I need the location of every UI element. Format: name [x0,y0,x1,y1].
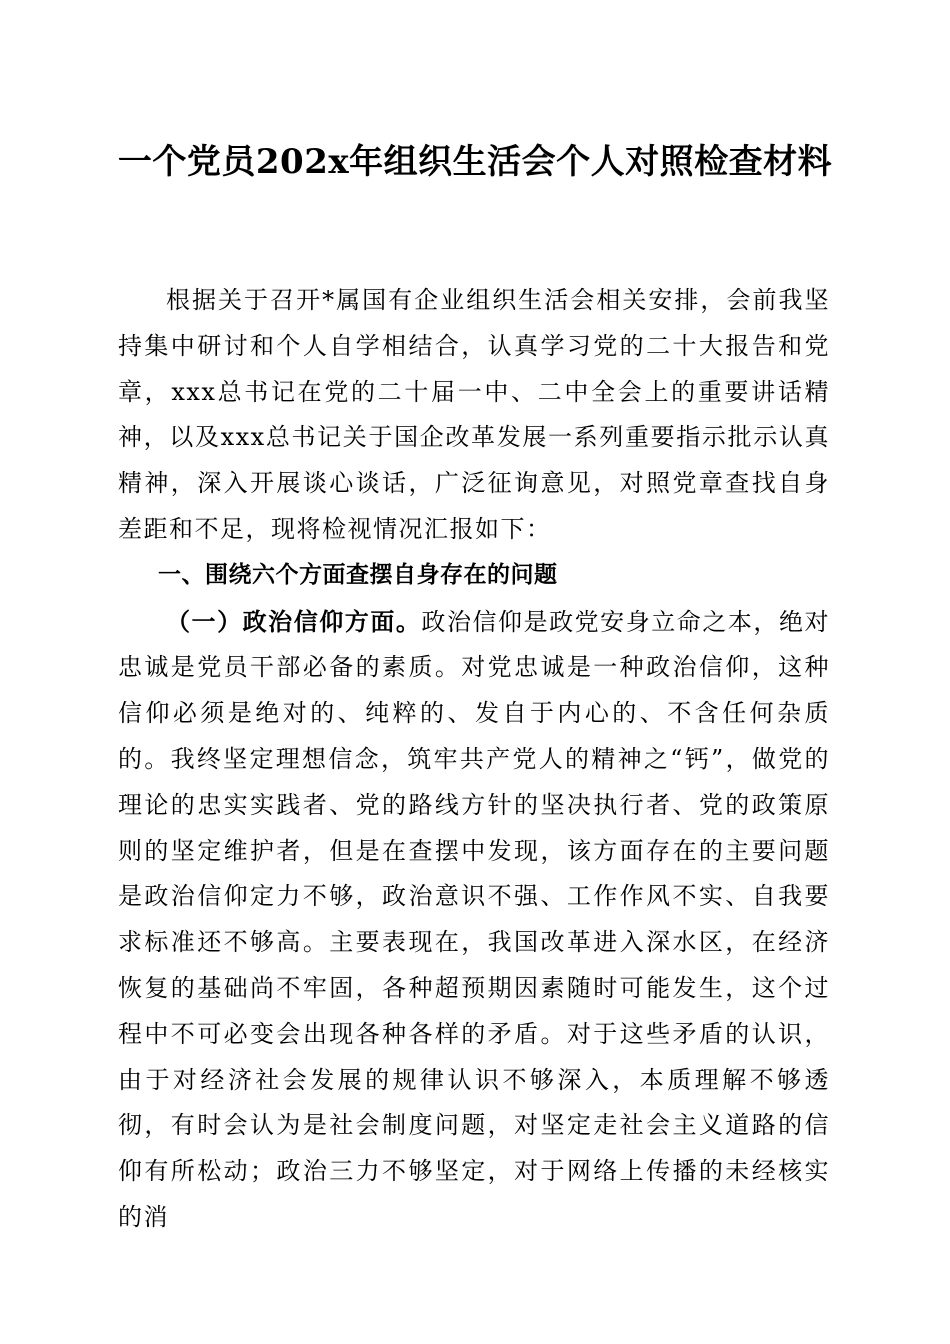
intro-paragraph: 根据关于召开*属国有企业组织生活会相关安排，会前我坚持集中研讨和个人自学相结合，认真学习党的二十大报告和党章，xxx总书记在党的二十届一中、二中全会上的重要讲话精神，以及xxx总书记关于国企改革发展一系列重要指示批示认真精神，深入开展谈心谈话，广泛征询意见，对照党章查找自身差距和不足，现将检视情况汇报如下： [118,286,830,543]
subsection-text: 政治信仰是政党安身立命之本，绝对忠诚是党员干部必备的素质。对党忠诚是一种政治信仰，这种信仰必须是绝对的、纯粹的、发自于内心的、不含任何杂质的。我终坚定理想信念，筑牢共产党人的精神之“钙”，做党的理论的忠实实践者、党的路线方针的坚决执行者、党的政策原则的坚定维护者，但是在查摆中发现，该方面存在的主要问题是政治信仰定力不够，政治意识不强、工作作风不实、自我要求标准还不够高。主要表现在，我国改革进入深水区，在经济恢复的基础尚不牢固，各种超预期因素随时可能发生，这个过程中不可必变会出现各种各样的矛盾。对于这些矛盾的认识，由于对经济社会发展的规律认识不够深入，本质理解不够透彻，有时会认为是社会制度问题，对坚定走社会主义道路的信仰有所松动；政治三力不够坚定，对于网络上传播的未经核实的消 [118,607,831,1231]
section-heading: 一、围绕六个方面查摆自身存在的问题 [158,561,558,588]
document-title: 一个党员202x年组织生活会个人对照检查材料 [117,142,833,182]
document-body [118,278,830,1241]
subsection-heading: （一）政治信仰方面。 [166,606,422,636]
subsection-paragraph [118,599,830,1241]
